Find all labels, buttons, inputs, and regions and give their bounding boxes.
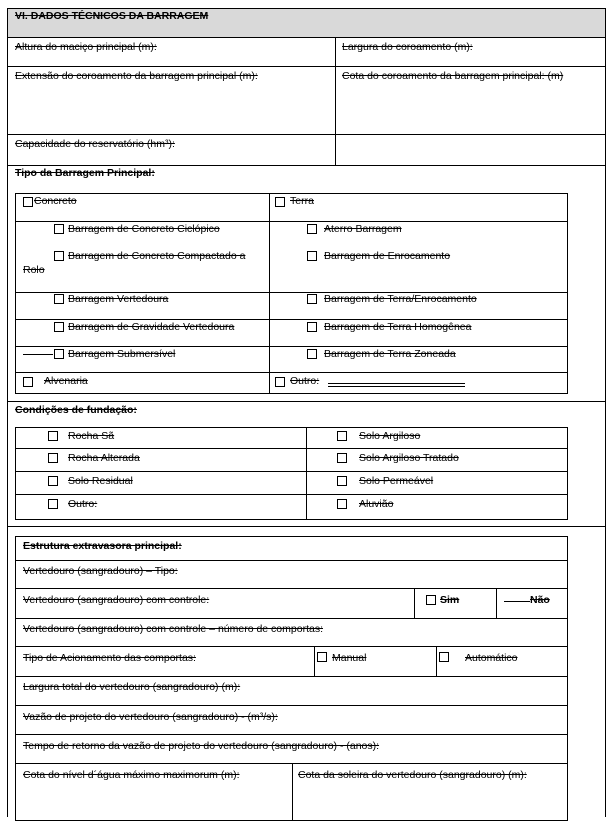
- fundacao-right-label: Solo Permeável: [359, 475, 434, 487]
- fundacao-right-checkbox[interactable]: [337, 453, 347, 463]
- terra-checkbox[interactable]: [275, 197, 285, 207]
- tipo-right-checkbox[interactable]: [307, 349, 317, 359]
- altura-field[interactable]: Altura do maciço principal (m):: [15, 41, 157, 53]
- sim-label: Sim: [440, 594, 460, 606]
- fundacao-left-checkbox[interactable]: [48, 499, 58, 509]
- comportas-field[interactable]: Vertedouro (sangradouro) com controle – número de comportas:: [23, 623, 323, 635]
- concreto-label: Concreto: [34, 195, 77, 207]
- acionamento-label: Tipo de Acionamento das comportas:: [23, 652, 196, 664]
- fundacao-left-checkbox[interactable]: [48, 476, 58, 486]
- alvenaria-checkbox[interactable]: [23, 377, 33, 387]
- tipo-left-label: Barragem Vertedoura: [68, 293, 169, 305]
- tipo-left-checkbox[interactable]: [54, 224, 64, 234]
- section-title: VI. DADOS TÉCNICOS DA BARRAGEM: [15, 10, 209, 22]
- outro-checkbox[interactable]: [275, 377, 285, 387]
- tipo-left-checkbox[interactable]: [54, 322, 64, 332]
- manual-checkbox[interactable]: [317, 652, 327, 662]
- tipo-left-label: Barragem de Concreto Ciclópico: [68, 223, 220, 235]
- tipo-left-checkbox[interactable]: [54, 349, 64, 359]
- fundacao-right-checkbox[interactable]: [337, 499, 347, 509]
- nao-label[interactable]: Não: [530, 594, 550, 606]
- fundacao-right-label: Aluvião: [359, 498, 394, 510]
- fundacao-right-label: Solo Argiloso Tratado: [359, 452, 459, 464]
- manual-label: Manual: [332, 652, 367, 664]
- extravasora-title: Estrutura extravasora principal:: [23, 540, 182, 552]
- tipo-right-checkbox[interactable]: [307, 294, 317, 304]
- tipo-left-checkbox[interactable]: [54, 251, 64, 261]
- alvenaria-label: Alvenaria: [44, 375, 88, 387]
- extensao-field[interactable]: Extensão do coroamento da barragem principal (m):: [15, 70, 258, 82]
- capacidade-field[interactable]: Capacidade do reservatório (hm³):: [15, 138, 175, 150]
- tipo-left-checkbox[interactable]: [54, 294, 64, 304]
- concreto-checkbox[interactable]: [23, 197, 33, 207]
- largura-total-field[interactable]: Largura total do vertedouro (sangradouro) (m):: [23, 681, 241, 693]
- tipo-right-label: Barragem de Terra Homogênea: [324, 321, 472, 333]
- tipo-left-label: Barragem Submersível: [68, 348, 176, 360]
- fundacao-left-label: Outro:: [68, 498, 98, 510]
- tipo-right-checkbox[interactable]: [307, 224, 317, 234]
- tipo-right-label: Barragem de Terra Zoneada: [324, 348, 456, 360]
- fundacao-left-checkbox[interactable]: [48, 453, 58, 463]
- tipo-right-checkbox[interactable]: [307, 322, 317, 332]
- tempo-retorno-field[interactable]: Tempo de retorno da vazão de projeto do vertedouro (sangradouro) - (anos):: [23, 740, 380, 752]
- fundacao-right-checkbox[interactable]: [337, 476, 347, 486]
- vertedouro-controle-label: Vertedouro (sangradouro) com controle:: [23, 594, 210, 606]
- cota-coroamento-field[interactable]: Cota do coroamento da barragem principal: (m): [342, 70, 564, 82]
- tipo-right-label: Barragem de Enrocamento: [324, 250, 451, 262]
- tipo-right-label: Barragem de Terra/Enrocamento: [324, 293, 477, 305]
- fundacao-left-label: Rocha Sã: [68, 430, 115, 442]
- outro-input-line[interactable]: [328, 383, 465, 384]
- tipo-left-label: Barragem de Concreto Compactado a: [68, 250, 246, 262]
- tipo-right-checkbox[interactable]: [307, 251, 317, 261]
- automatico-checkbox[interactable]: [439, 652, 449, 662]
- tipo-title: Tipo da Barragem Principal:: [15, 167, 155, 179]
- fundacao-left-label: Rocha Alterada: [68, 452, 140, 464]
- largura-field[interactable]: Largura do coroamento (m):: [342, 41, 473, 53]
- tipo-right-label: Aterro Barragem: [324, 223, 402, 235]
- cota-soleira-field[interactable]: Cota da soleira do vertedouro (sangradouro) (m):: [298, 769, 527, 781]
- fundacao-left-checkbox[interactable]: [48, 431, 58, 441]
- cota-nivel-field[interactable]: Cota do nível d´água máximo maximorum (m):: [23, 769, 240, 781]
- vazao-field[interactable]: Vazão de projeto do vertedouro (sangradouro) - (m³/s):: [23, 711, 278, 723]
- fundacao-right-label: Solo Argiloso: [359, 430, 421, 442]
- tipo-left-label: Barragem de Gravidade Vertedoura: [68, 321, 235, 333]
- vertedouro-tipo-field[interactable]: Vertedouro (sangradouro) – Tipo:: [23, 565, 178, 577]
- fundacao-left-label: Solo Residual: [68, 475, 133, 487]
- tipo-left-label-wrap: Rolo: [23, 264, 45, 276]
- fundacao-right-checkbox[interactable]: [337, 431, 347, 441]
- automatico-label: Automático: [465, 652, 518, 664]
- outro-label: Outro:: [290, 375, 320, 387]
- terra-label: Terra: [290, 195, 314, 207]
- fundacao-title: Condições de fundação:: [15, 404, 137, 416]
